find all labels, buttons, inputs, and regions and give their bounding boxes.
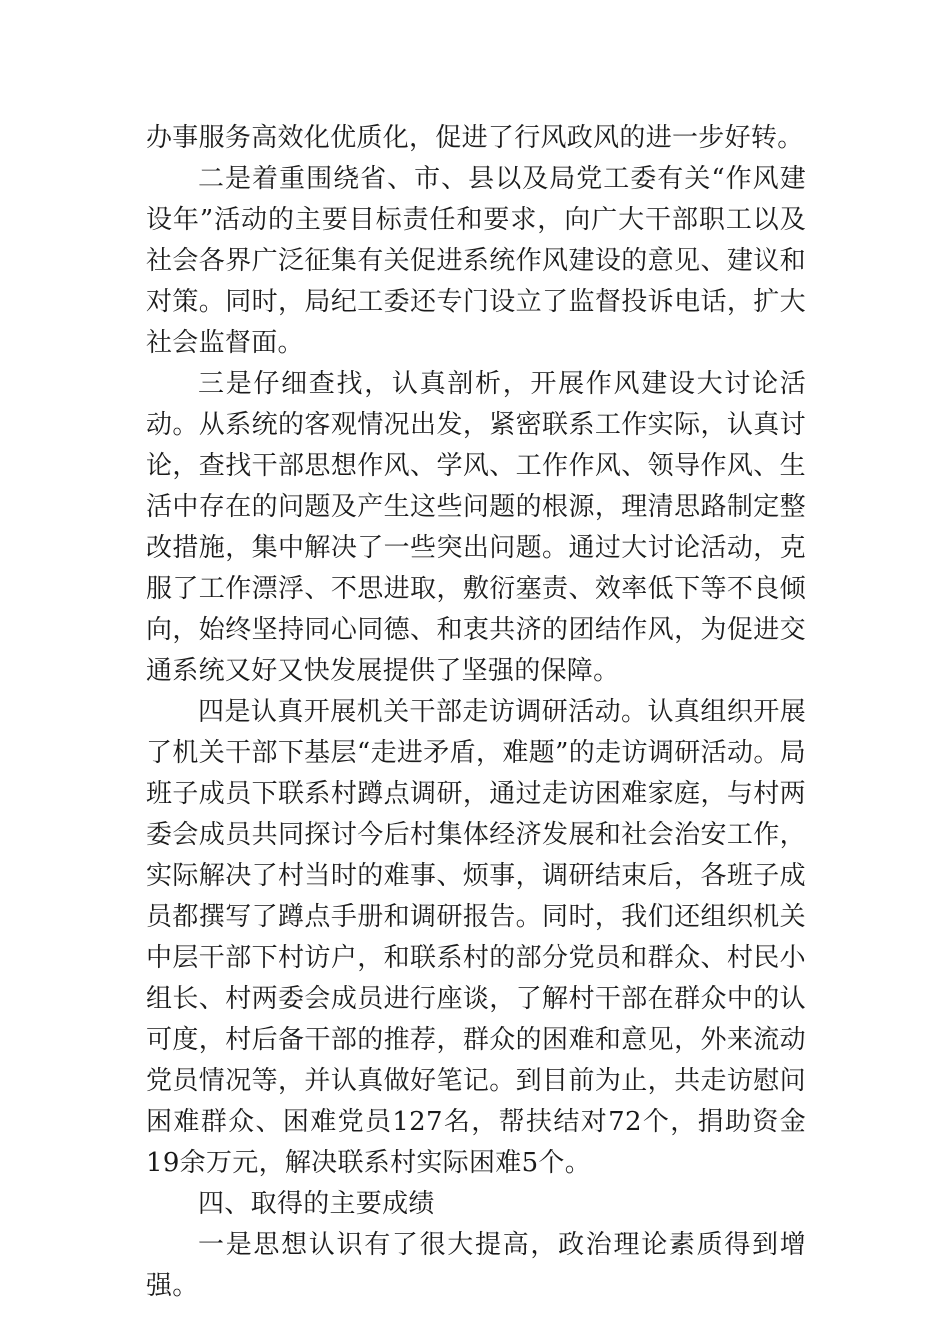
section-heading: 四、取得的主要成绩 xyxy=(198,1189,435,1219)
paragraph-item-2: 二是着重围绕省、市、县以及局党工委有关“作风建设年”活动的主要目标责任和要求，向广大干部职工以及社会各界广泛征集有关促进系统作风建设的意见、建议和对策。同时，局纪工委还专门设立了监督投诉电话，扩大社会监督面。 xyxy=(146,164,806,358)
paragraph-item-3: 三是仔细查找，认真剖析，开展作风建设大讨论活动。从系统的客观情况出发，紧密联系工作实际，认真讨论，查找干部思想作风、学风、工作作风、领导作风、生活中存在的问题及产生这些问题的根源，理清思路制定整改措施，集中解决了一些突出问题。通过大讨论活动，克服了工作漂浮、不思进取，敷衍塞责、效率低下等不良倾向，始终坚持同心同德、和衷共济的团结作风，为促进交通系统又好又快发展提供了坚强的保障。 xyxy=(146,369,806,686)
paragraph-achievement-1: 一是思想认识有了很大提高，政治理论素质得到增强。 xyxy=(146,1230,806,1301)
paragraph-continuation: 办事服务高效化优质化，促进了行风政风的进一步好转。 xyxy=(146,123,804,153)
paragraph-item-4: 四是认真开展机关干部走访调研活动。认真组织开展了机关干部下基层“走进矛盾，难题”的走访调研活动。局班子成员下联系村蹲点调研，通过走访困难家庭，与村两委会成员共同探讨今后村集体经济发展和社会治安工作，实际解决了村当时的难事、烦事，调研结束后，各班子成员都撰写了蹲点手册和调研报告。同时，我们还组织机关中层干部下村访户，和联系村的部分党员和群众、村民小组长、村两委会成员进行座谈，了解村干部在群众中的认可度，村后备干部的推荐，群众的困难和意见，外来流动党员情况等，并认真做好笔记。到目前为止，共走访慰问困难群众、困难党员127名，帮扶结对72个，捐助资金19余万元，解决联系村实际困难5个。 xyxy=(146,697,806,1178)
document-body xyxy=(146,118,806,1307)
